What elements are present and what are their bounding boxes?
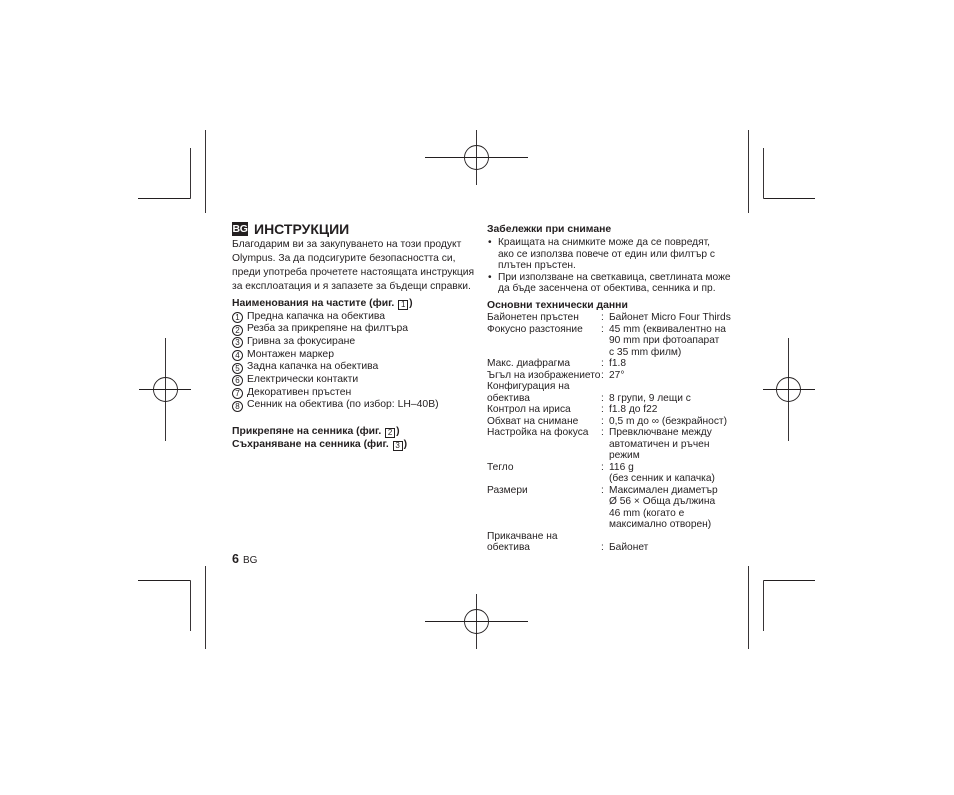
section-title: [232, 220, 349, 236]
spec-value: Превключване между: [609, 427, 712, 438]
spec-label: Контрол на ириса: [487, 404, 571, 415]
spec-value: 46 mm (когато е: [609, 507, 685, 519]
spec-row: [487, 485, 731, 497]
spec-separator: :: [601, 415, 604, 427]
circled-number: 2: [232, 325, 243, 336]
spec-value: 8 групи, 9 лещи с: [609, 392, 691, 404]
part-label: Предна капачка на обектива: [247, 310, 386, 322]
parts-heading-end: ): [409, 298, 413, 309]
spec-separator: :: [601, 358, 604, 369]
spec-label: Байонетен пръстен: [487, 312, 579, 323]
spec-row-continuation: [487, 335, 731, 347]
spec-value: Байонет: [609, 542, 649, 553]
spec-label: Ъгъл на изображението: [487, 369, 601, 381]
spec-label: обектива: [487, 542, 530, 553]
crop-mark-bottom-right: [749, 566, 816, 649]
spec-label: обектива: [487, 392, 530, 404]
hood-attach-end: ): [396, 425, 400, 437]
parts-heading-text: Наименования на частите (фиг.: [232, 298, 398, 309]
spec-separator: :: [601, 542, 604, 553]
list-item: [232, 361, 439, 374]
figure-number-box: 2: [385, 428, 395, 438]
circled-number: 7: [232, 388, 243, 399]
list-item: [232, 323, 439, 336]
circled-number: 1: [232, 312, 243, 323]
circled-number: 3: [232, 337, 243, 348]
spec-value: Ø 56 × Обща дължина: [609, 496, 716, 507]
notes-list: [487, 237, 731, 295]
spec-label: Обхват на снимане: [487, 415, 579, 427]
intro-line: преди употреба прочетете настоящата инструкция: [232, 267, 475, 278]
footer-language: BG: [242, 555, 258, 566]
parts-heading: [232, 297, 413, 310]
part-label: Сенник на обектива (по избор: LH–40B): [247, 399, 439, 411]
part-label: Монтажен маркер: [247, 348, 334, 360]
note-line: Краищата на снимките може да се повредят,: [498, 237, 710, 248]
page-footer: [232, 551, 257, 568]
spec-row: [487, 427, 731, 439]
notes-heading: Забележки при снимане: [487, 224, 612, 235]
spec-value: 45 mm (еквивалентно на: [609, 323, 726, 335]
intro-line: Благодарим ви за закупуването на този продукт: [232, 239, 462, 250]
part-label: Резба за прикрепяне на филтъра: [247, 323, 409, 335]
hood-store-text: Съхраняване на сенника (фиг.: [232, 438, 392, 450]
registration-mark-top: [425, 130, 528, 185]
spec-row: [487, 462, 731, 474]
figure-number-box: 3: [393, 441, 403, 451]
spec-value: режим: [609, 450, 640, 461]
spec-label: Конфигурация на: [487, 381, 570, 392]
spec-row-continuation: [487, 508, 731, 520]
circled-number: 5: [232, 363, 243, 374]
hood-store-heading: [232, 438, 407, 451]
spec-label: Размери: [487, 484, 528, 496]
spec-value: 27°: [609, 369, 625, 381]
spec-row: [487, 312, 731, 324]
spec-value: 0,5 m до ∞ (безкрайност): [609, 415, 727, 427]
spec-value: автоматичен и ръчен: [609, 438, 710, 450]
spec-value: Максимален диаметър: [609, 484, 718, 496]
spec-value: 116 g: [609, 461, 634, 473]
list-item: [232, 374, 439, 387]
intro-paragraph: [232, 238, 474, 294]
spec-label: Фокусно разстояние: [487, 323, 583, 335]
crop-mark-bottom-left: [138, 566, 206, 649]
spec-row-continuation: [487, 450, 731, 462]
note-line: ако се използва повече от един или филтър с: [498, 248, 715, 260]
bullet: •: [488, 237, 492, 248]
list-item: [232, 399, 439, 412]
spec-row-label-continuation: [487, 531, 731, 543]
part-label: Електрически контакти: [247, 373, 359, 385]
list-item: [232, 349, 439, 362]
spec-label: Макс. диафрагма: [487, 358, 570, 369]
circled-number: 8: [232, 401, 243, 412]
circled-number: 4: [232, 350, 243, 361]
spec-row: [487, 542, 731, 554]
list-item: [232, 311, 439, 324]
language-badge: BG: [232, 222, 248, 235]
part-label: Задна капачка на обектива: [247, 361, 379, 373]
note-line: плътен пръстен.: [498, 260, 576, 271]
specs-heading: Основни технически данни: [487, 300, 628, 311]
spec-row: [487, 393, 731, 405]
note-line: да бъде засенчена от обектива, сенника и пр.: [498, 283, 716, 294]
intro-line: за експлоатация и я запазете за бъдещи справки.: [232, 281, 471, 292]
spec-row-label-continuation: [487, 381, 731, 393]
spec-value: с 35 mm филм): [609, 346, 682, 358]
spec-row: [487, 370, 731, 382]
spec-label: Прикачване на: [487, 530, 558, 542]
spec-label: Тегло: [487, 461, 514, 473]
specs-table: [487, 312, 731, 554]
spec-separator: :: [601, 323, 604, 335]
spec-separator: :: [601, 461, 604, 473]
spec-value: Байонет Micro Four Thirds: [609, 312, 731, 323]
circled-number: 6: [232, 375, 243, 386]
spec-row: [487, 324, 731, 336]
bullet: •: [488, 271, 492, 283]
list-item: [232, 387, 439, 400]
spec-value: (без сенник и капачка): [609, 473, 715, 484]
spec-value: f1.8 до f22: [609, 404, 658, 415]
registration-mark-bottom: [425, 594, 528, 649]
spec-separator: :: [601, 484, 604, 496]
registration-mark-right: [763, 338, 815, 441]
hood-attach-text: Прикрепяне на сенника (фиг.: [232, 425, 385, 437]
spec-separator: :: [601, 404, 604, 415]
spec-value: максимално отворен): [609, 519, 712, 530]
spec-label: Настройка на фокуса: [487, 427, 589, 438]
part-label: Гривна за фокусиране: [247, 335, 356, 347]
crop-mark-top-left: [138, 130, 206, 213]
crop-mark-top-right: [749, 130, 816, 213]
spec-row: [487, 358, 731, 370]
spec-separator: :: [601, 369, 604, 381]
note-item: [487, 237, 731, 272]
list-item: [232, 336, 439, 349]
hood-attach-heading: [232, 425, 407, 438]
registration-mark-left: [139, 338, 191, 441]
spec-row: [487, 404, 731, 416]
page-number: 6: [232, 552, 239, 566]
spec-row: [487, 416, 731, 428]
spec-row-continuation: [487, 519, 731, 531]
spec-separator: :: [601, 427, 604, 438]
spec-row-continuation: [487, 473, 731, 485]
spec-value: 90 mm при фотоапарат: [609, 335, 720, 346]
hood-headings: [232, 425, 407, 451]
note-line: При използване на светкавица, светлината може: [498, 271, 731, 283]
hood-store-end: ): [403, 438, 408, 450]
spec-separator: :: [601, 392, 604, 404]
spec-row-continuation: [487, 347, 731, 359]
spec-separator: :: [601, 312, 604, 323]
spec-row-continuation: [487, 439, 731, 451]
part-label: Декоративен пръстен: [247, 386, 352, 398]
note-item: [487, 272, 731, 295]
spec-row-continuation: [487, 496, 731, 508]
parts-list: [232, 311, 439, 413]
spec-value: f1.8: [609, 358, 626, 369]
page-title: ИНСТРУКЦИИ: [254, 220, 350, 237]
intro-line: Olympus. За да подсигурите безопасността си,: [232, 253, 456, 264]
figure-number-box: 1: [398, 300, 408, 310]
